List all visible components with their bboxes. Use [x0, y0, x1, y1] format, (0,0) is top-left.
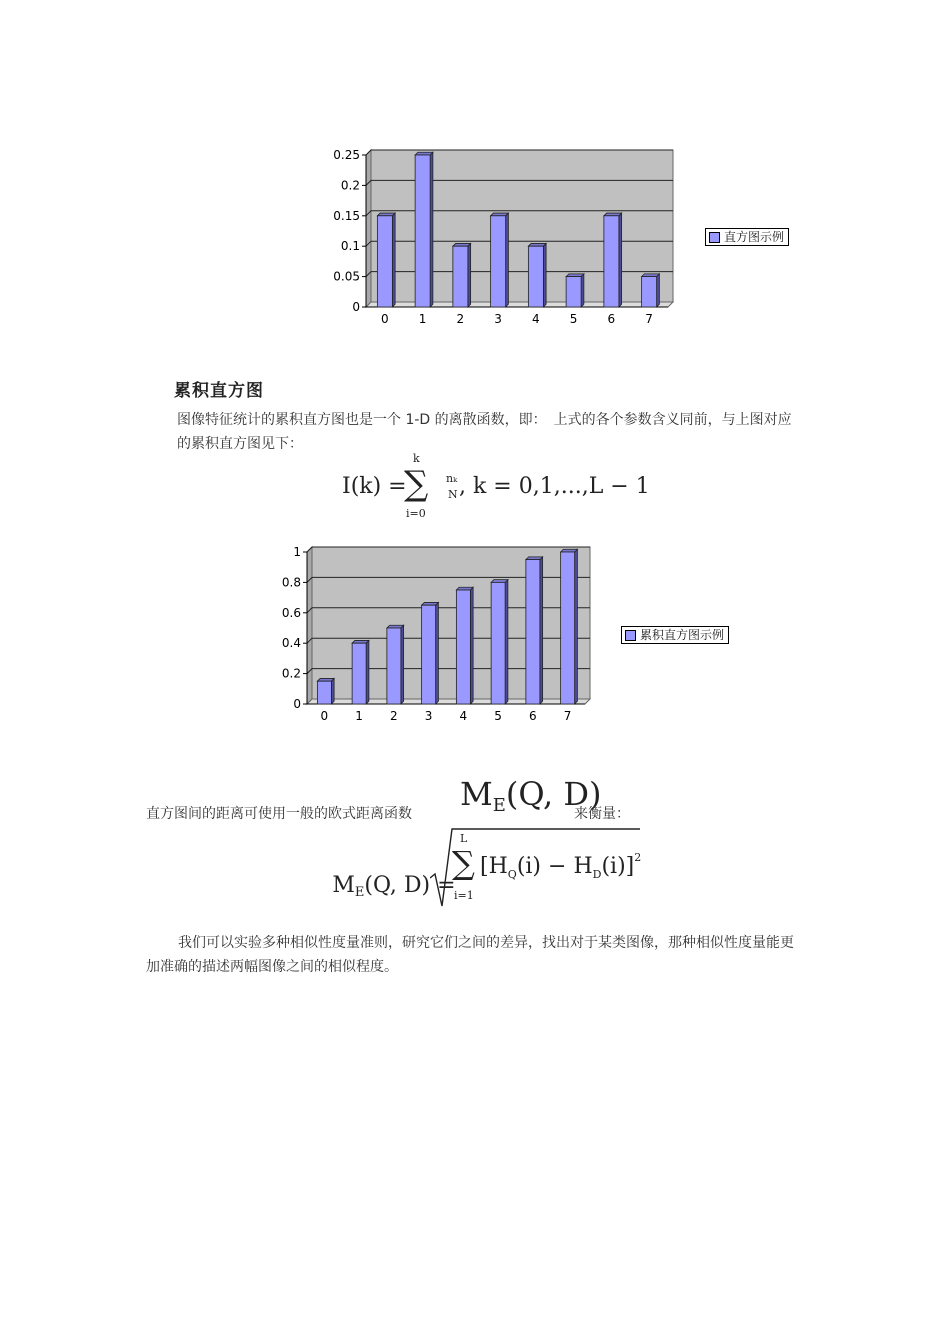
bar-top: [415, 152, 433, 155]
bar-side: [505, 580, 508, 704]
y-tick-label: 0.6: [281, 605, 301, 620]
x-tick-label: 3: [424, 709, 433, 723]
chart-floor: [307, 699, 590, 704]
bar: [453, 243, 471, 307]
x-tick-label: 0: [381, 312, 389, 326]
bar-top: [456, 587, 473, 590]
bar: [317, 678, 334, 704]
bar-side: [657, 274, 660, 307]
bar-front: [352, 643, 366, 704]
formula2-h1-sub: Q: [507, 868, 517, 881]
bar-side: [581, 274, 584, 307]
formula2-args: (Q, D) =: [364, 873, 463, 898]
paragraph-similarity: [146, 931, 802, 979]
histogram-chart-svg: [326, 146, 686, 336]
cumulative-histogram-chart: [276, 544, 606, 734]
bar: [528, 243, 546, 307]
bar-top: [453, 243, 471, 246]
bar: [526, 557, 543, 704]
formula1-frac-num: nₖ: [446, 472, 458, 485]
formula2-end: (i): [601, 854, 626, 879]
bar-front: [642, 277, 657, 307]
bar-side: [331, 678, 334, 704]
y-tick-label: 0.2: [340, 178, 360, 193]
x-tick-label: 1: [418, 312, 427, 326]
bar-side: [366, 640, 369, 704]
bar-side: [430, 152, 433, 307]
bar-front: [491, 216, 506, 307]
bar-side: [506, 213, 509, 307]
x-tick-label: 0: [320, 709, 329, 723]
x-tick-label: 4: [532, 312, 540, 326]
y-tick-label: 0.15: [333, 208, 360, 223]
formula2-sum-bottom: i=1: [454, 889, 474, 902]
bar-side: [401, 625, 404, 704]
bar-top: [561, 549, 578, 552]
bar: [352, 640, 369, 704]
formula2-body: $[H_Q(i) - H_D(i)]^2$: [480, 851, 642, 881]
bar-top: [528, 243, 546, 246]
y-tick-label: 0.2: [281, 666, 301, 681]
histogram-legend-label: 直方图示例: [724, 230, 785, 244]
x-tick-label: 7: [563, 709, 572, 723]
x-tick-label: 5: [494, 709, 502, 723]
section-heading: 累积直方图: [174, 381, 264, 401]
formula1-sum-bottom: i=0: [406, 507, 426, 520]
formula1-tail: , k = 0,1,...,L − 1: [459, 474, 650, 499]
y-tick-label: 0: [293, 697, 301, 711]
bar: [604, 213, 622, 307]
inline-formula-m: M: [460, 775, 493, 813]
formula2-h2: H: [573, 854, 593, 879]
formula1-lhs: I(k) =: [342, 474, 414, 499]
bar: [566, 274, 584, 307]
y-tick-label: 0.4: [281, 636, 301, 651]
bar-side: [619, 213, 622, 307]
paragraph-cumulative-text: 图像特征统计的累积直方图也是一个 1-D 的离散函数，即： 上式的各个参数含义同前，与上图对应的累积直方图见下：: [177, 412, 792, 452]
bar-front: [422, 605, 436, 704]
bar-front: [387, 628, 401, 704]
formula2-sub: E: [354, 885, 365, 900]
bar: [491, 580, 508, 704]
formula1-sum-top: k: [413, 452, 420, 465]
formula2-h1: H: [488, 854, 508, 879]
paragraph-distance: [146, 775, 666, 828]
paragraph-distance-after: 来衡量：: [574, 806, 630, 822]
x-tick-label: 2: [390, 709, 398, 723]
formula2-sum-top: L: [460, 832, 468, 845]
x-tick-label: 6: [607, 312, 616, 326]
bar-top: [387, 625, 404, 628]
bar-front: [526, 560, 540, 704]
bar: [491, 213, 509, 307]
bar-front: [528, 246, 543, 307]
bar-side: [392, 213, 395, 307]
cumulative-legend-label: 累积直方图示例: [640, 628, 725, 642]
histogram-legend: [705, 228, 789, 246]
y-tick-label: 0.05: [333, 269, 360, 284]
bar-side: [436, 602, 439, 704]
bar-side: [543, 243, 546, 307]
bar-front: [453, 246, 468, 307]
x-tick-label: 2: [456, 312, 465, 326]
x-tick-label: 6: [529, 709, 537, 723]
paragraph-similarity-text: 我们可以实验多种相似性度量准则，研究它们之间的差异，找出对于某类图像，那种相似性度量能更加准确的描述两幅图像之间的相似程度。: [146, 935, 794, 975]
y-tick-label: 1: [293, 545, 301, 559]
cumulative-histogram-chart-svg: [276, 544, 606, 734]
formula2-mid: (i) −: [516, 854, 574, 879]
x-tick-label: 3: [494, 312, 502, 326]
bar-top: [317, 678, 334, 681]
paragraph-cumulative: [177, 408, 803, 456]
bar-top: [526, 557, 543, 560]
bar-top: [422, 602, 439, 605]
cumulative-legend: [621, 626, 729, 644]
bar: [387, 625, 404, 704]
legend-swatch: [709, 232, 720, 243]
chart-side-wall: [366, 150, 371, 307]
bar: [422, 602, 439, 704]
y-tick-label: 0.1: [340, 239, 360, 254]
x-tick-label: 4: [459, 709, 468, 723]
x-tick-label: 7: [645, 312, 653, 326]
formula2-m: M: [332, 873, 355, 898]
bar-side: [470, 587, 473, 704]
histogram-chart: [326, 146, 686, 336]
bar-top: [642, 274, 660, 277]
formula2-h2-sub: D: [592, 868, 602, 881]
bar: [456, 587, 473, 704]
bar-front: [377, 216, 392, 307]
bar-front: [604, 216, 619, 307]
bar-front: [415, 155, 430, 307]
chart-side-wall: [307, 547, 312, 704]
bar-top: [604, 213, 622, 216]
bar-top: [566, 274, 584, 277]
bar-front: [561, 552, 575, 704]
formula2-power: 2: [634, 851, 642, 864]
formula1-frac-den: N: [448, 488, 458, 501]
x-tick-label: 5: [569, 312, 578, 326]
y-tick-label: 0.25: [333, 148, 360, 162]
paragraph-distance-before: 直方图间的距离可使用一般的欧式距离函数: [146, 806, 412, 822]
cumulative-formula: [342, 452, 650, 522]
formula2-sigma: ∑: [452, 844, 475, 882]
inline-formula-sub: E: [492, 795, 506, 816]
inline-formula-args: (Q, D): [505, 775, 602, 813]
legend-swatch: [625, 630, 636, 641]
bar-side: [468, 243, 471, 307]
formula1-sigma: ∑: [404, 464, 429, 504]
y-tick-label: 0.8: [281, 575, 301, 590]
bar-top: [491, 580, 508, 583]
bar-side: [540, 557, 543, 704]
euclidean-formula: [312, 826, 642, 910]
chart-floor: [366, 302, 673, 307]
bar: [561, 549, 578, 704]
bar-top: [377, 213, 395, 216]
bar-front: [566, 277, 581, 307]
bar-front: [317, 681, 331, 704]
bar-top: [491, 213, 509, 216]
x-tick-label: 1: [355, 709, 363, 723]
bar: [642, 274, 660, 307]
bar-front: [456, 590, 470, 704]
y-tick-label: 0: [352, 300, 360, 314]
bar-front: [491, 582, 505, 704]
bar-side: [575, 549, 578, 704]
bar-top: [352, 640, 369, 643]
bar: [415, 152, 433, 307]
bar: [377, 213, 395, 307]
